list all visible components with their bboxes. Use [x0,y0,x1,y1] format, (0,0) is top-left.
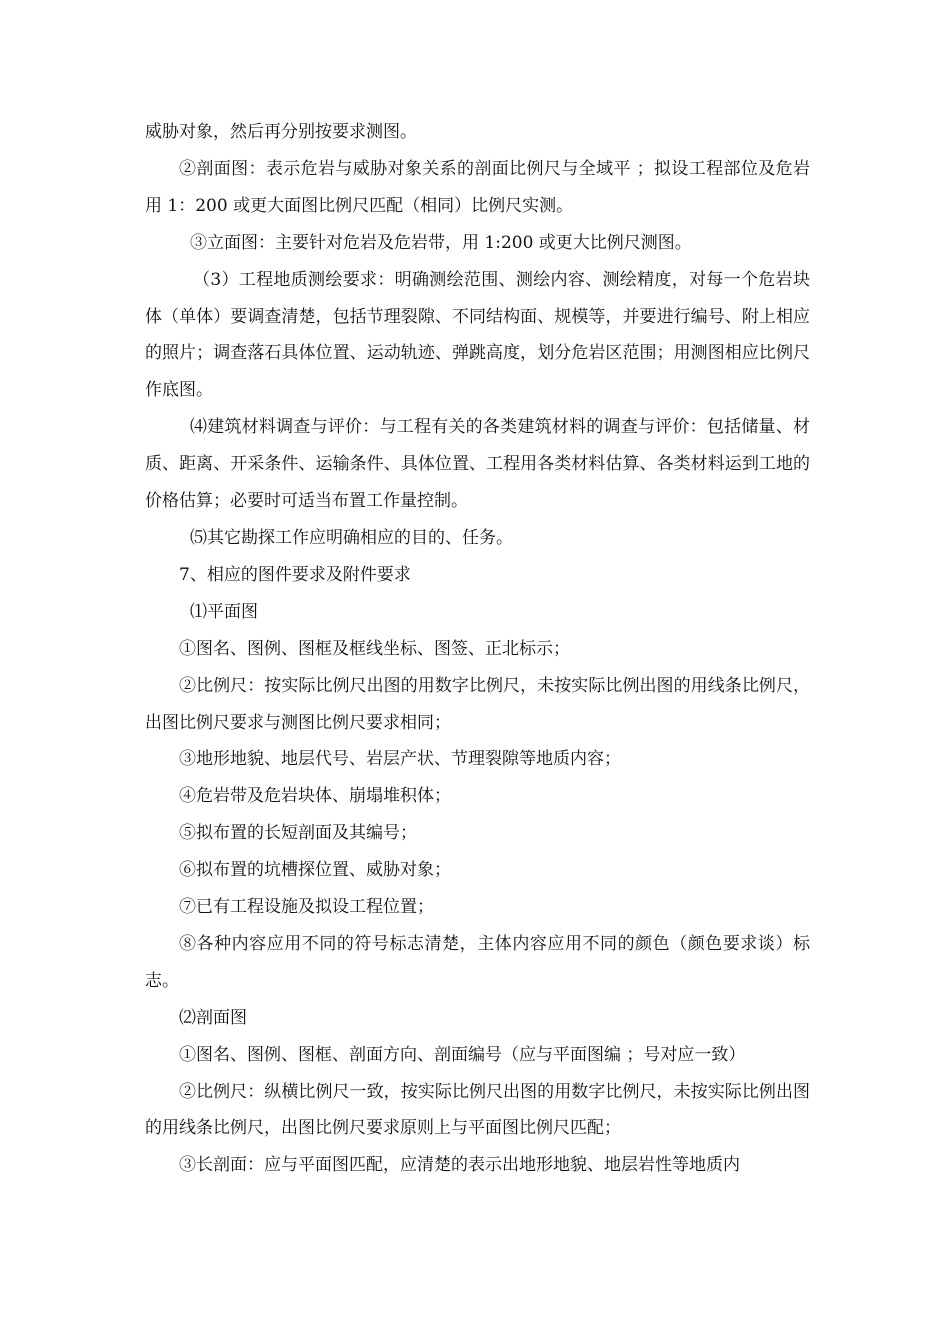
paragraph: 威胁对象，然后再分别按要求测图。 [145,122,417,142]
subsection-heading: ⑵剖面图 [179,1007,247,1028]
list-item: ①图名、图例、图框、剖面方向、剖面编号（应与平面图编 ；号对应一致） [179,1044,746,1065]
list-item: ④危岩带及危岩块体、崩塌堆积体； [179,786,451,807]
list-item: ③长剖面：应与平面图匹配，应清楚的表示出地形地貌、地层岩性等地质内 [179,1155,740,1176]
list-item: ⑧各种内容应用不同的符号标志清楚，主体内容应用不同的颜色（颜色要求谈）标志。 [145,933,810,991]
list-item: ⑥拟布置的坑槽探位置、威胁对象； [179,860,451,881]
list-item: ②比例尺：纵横比例尺一致，按实际比例尺出图的用数字比例尺，未按实际比例出图的用线条比例尺，出图比例尺要求原则上与平面图比例尺匹配； [145,1081,810,1139]
subsection-heading: ⑴平面图 [190,601,258,622]
list-item: ③地形地貌、地层代号、岩层产状、节理裂隙等地质内容； [179,749,621,770]
paragraph: ③立面图：主要针对危岩及危岩带，用 1:200 或更大比例尺测图。 [190,232,692,253]
list-item: ⑦已有工程设施及拟设工程位置； [179,897,434,918]
document-body [145,114,810,1184]
list-item: ②比例尺：按实际比例尺出图的用数字比例尺，未按实际比例出图的用线条比例尺，出图比例尺要求与测图比例尺要求相同； [145,675,810,733]
paragraph: ⑷建筑材料调查与评价：与工程有关的各类建筑材料的调查与评价：包括储量、材质、距离、开采条件、运输条件、具体位置、工程用各类材料估算、各类材料运到工地的价格估算；必要时可适当布置工作量控制。 [145,417,810,512]
section-heading: 7、相应的图件要求及附件要求 [179,564,411,585]
paragraph: ②剖面图：表示危岩与威胁对象关系的剖面比例尺与全域平 ；拟设工程部位及危岩用 1：200 或更大面图比例尺匹配（相同）比例尺实测。 [145,158,810,216]
paragraph: （3）工程地质测绘要求：明确测绘范围、测绘内容、测绘精度，对每一个危岩块体（单体）要调查清楚，包括节理裂隙、不同结构面、规模等，并要进行编号、附上相应的照片；调查落石具体位置、运动轨迹、弹跳高度，划分危岩区范围；用测图相应比例尺作底图。 [145,269,810,401]
paragraph: ⑸其它勘探工作应明确相应的目的、任务。 [190,527,513,548]
list-item: ⑤拟布置的长短剖面及其编号； [179,823,417,844]
list-item: ①图名、图例、图框及框线坐标、图签、正北标示； [179,638,570,659]
